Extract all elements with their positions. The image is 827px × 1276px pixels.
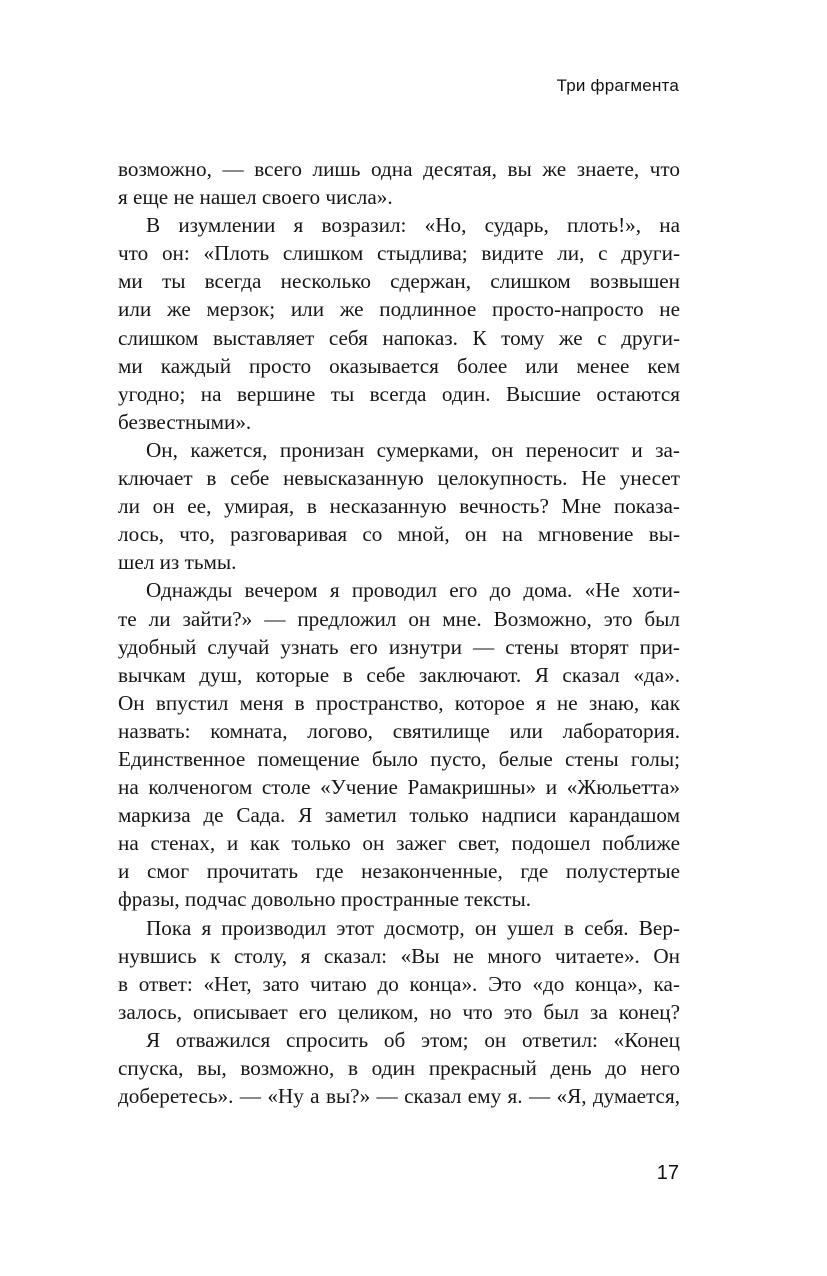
text-line: ли он ее, умирая, в несказанную вечность? Мне показа- [118,494,680,519]
running-head-title: Три фрагмента [556,76,679,95]
text-line: спуска, вы, возможно, в один прекрасный день до него [118,1056,680,1080]
paragraph [118,1026,680,1110]
paragraph [118,155,680,211]
page-number: 17 [656,1162,679,1184]
text-line: шел из тьмы. [118,550,237,575]
text-line: на стенах, и как только он зажег свет, подошел поближе [118,831,680,856]
text-line: я еще не нашел своего числа». [118,185,393,210]
text-line: и смог прочитать где незаконченные, где полустертые [118,859,680,884]
text-line: Единственное помещение было пусто, белые стены голы; [118,746,680,771]
text-line: безвестными». [118,409,252,434]
body-text [118,155,680,1110]
text-line: маркиза де Сада. Я заметил только надписи карандашом [118,803,680,828]
text-line: нувшись к столу, я сказал: «Вы не много читаете». Он [118,943,680,968]
text-line: Однажды вечером я проводил его до дома. «Не хоти- [146,578,680,603]
text-line: те ли зайти?» — предложил он мне. Возможно, это был [118,606,680,631]
text-line: фразы, подчас довольно пространные тексты. [118,887,532,912]
text-line: что он: «Плоть слишком стыдлива; видите ли, с други- [118,241,680,266]
text-line: вычкам душ, которые в себе заключают. Я сказал «да». [118,662,680,687]
paragraph [118,914,680,1026]
text-line: Он, кажется, пронизан сумерками, он переносит и за- [146,437,680,462]
text-line: угодно; на вершине ты всегда один. Высшие остаются [118,381,680,406]
text-line: в ответ: «Нет, зато читаю до конца». Это «до конца», ка- [118,971,680,996]
paragraph [118,436,680,576]
paragraph [118,576,680,913]
text-line: ми каждый просто оказывается более или менее кем [118,353,680,378]
text-line: доберетесь». — «Ну а вы?» — сказал ему я. — «Я, думается, [118,1084,680,1109]
text-line: назвать: комната, логово, святилище или лаборатория. [118,718,680,743]
text-line: Он впустил меня в пространство, которое я не знаю, как [118,690,680,715]
text-line: ключает в себе невысказанную целокупность. Не унесет [118,466,680,491]
text-line: лось, что, разговаривая со мной, он на мгновение вы- [118,522,680,547]
text-line: ми ты всегда несколько сдержан, слишком возвышен [118,269,680,294]
text-line: В изумлении я возразил: «Но, сударь, плоть!», на [146,213,680,238]
text-line: на колченогом столе «Учение Рамакришны» и «Жюльетта» [118,775,680,800]
paragraph [118,211,680,436]
text-line: возможно, — всего лишь одна десятая, вы же знаете, что [118,157,680,181]
text-line: Пока я производил этот досмотр, он ушел в себя. Вер- [146,915,680,940]
text-line: слишком выставляет себя напоказ. К тому же с други- [118,325,680,350]
text-line: Я отважился спросить об этом; он ответил: «Конец [146,1027,680,1052]
text-line: удобный случай узнать его изнутри — стены вторят при- [118,634,680,659]
text-line: залось, описывает его целиком, но что это был за конец? [118,999,680,1024]
text-line: или же мерзок; или же подлинное просто-напросто не [118,297,680,322]
